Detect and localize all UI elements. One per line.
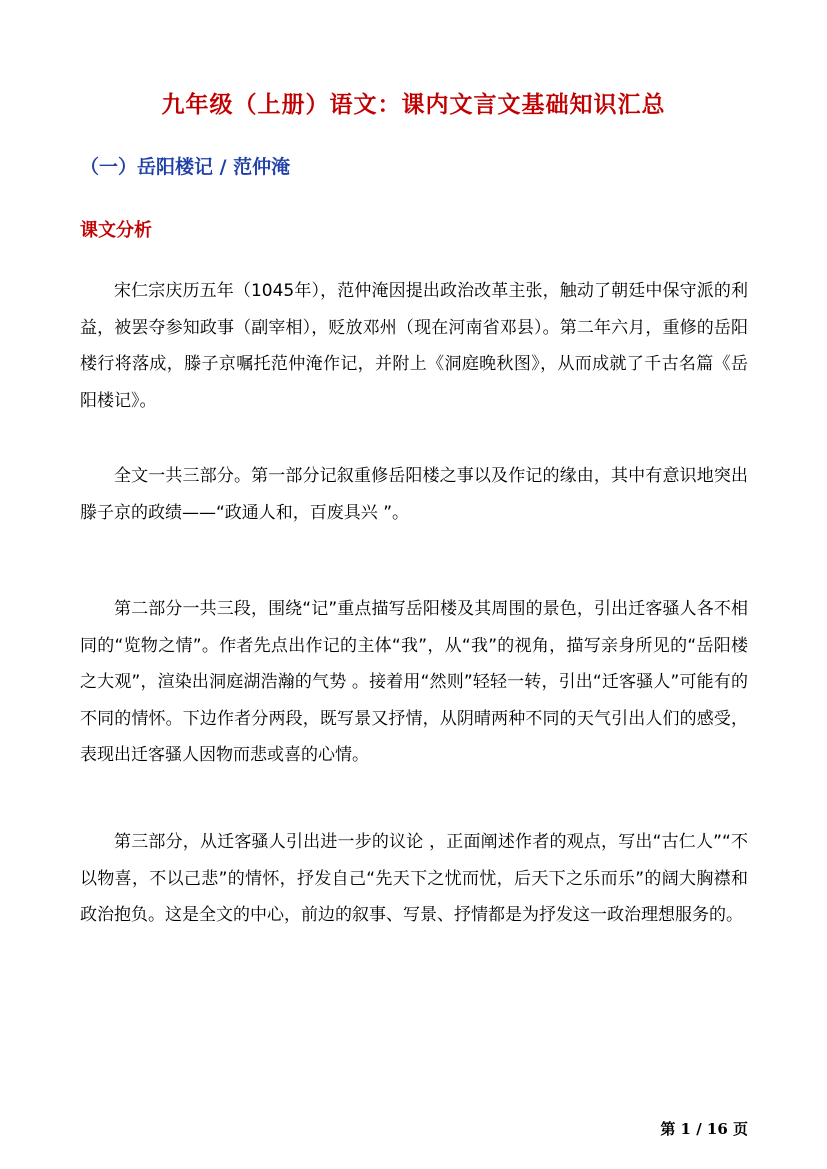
page-number-footer: 第 1 / 16 页 xyxy=(660,1120,748,1138)
paragraph-2: 全文一共三部分。第一部分记叙重修岳阳楼之事以及作记的缘由，其中有意识地突出滕子京的政绩——“政通人和，百废具兴 ”。 xyxy=(80,466,748,523)
page-title: 九年级（上册）语文：课内文言文基础知识汇总 xyxy=(161,91,666,118)
paragraph-4: 第三部分，从迁客骚人引出进一步的议论 ，正面阐述作者的观点，写出“古仁人”“不以物喜，不以己悲”的情怀，抒发自己“先天下之忧而忧，后天下之乐而乐”的阔大胸襟和政治抱负。这是全文的中心，前边的叙事、写景、抒情都是为抒发这一政治理想服务的。 xyxy=(80,832,748,925)
sub-heading: 课文分析 xyxy=(80,220,152,241)
paragraph-1: 宋仁宗庆历五年（1045年），范仲淹因提出政治改革主张，触动了朝廷中保守派的利益，被罢夺参知政事（副宰相），贬放邓州（现在河南省邓县）。第二年六月，重修的岳阳楼行将落成，滕子京嘱托范仲淹作记，并附上《洞庭晚秋图》，从而成就了千古名篇《岳阳楼记》。 xyxy=(80,281,748,411)
paragraph-3: 第二部分一共三段，围绕“记”重点描写岳阳楼及其周围的景色，引出迁客骚人各不相同的“览物之情”。作者先点出作记的主体“我”，从“我”的视角，描写亲身所见的“岳阳楼之大观”，渲染出洞庭湖浩瀚的气势 。接着用“然则”轻轻一转，引出“迁客骚人”可能有的不同的情怀。下边作者分两段，既写景又抒情，从阴晴两种不同的天气引出人们的感受，表现出迁客骚人因物而悲或喜的心情。 xyxy=(80,599,748,765)
section-heading: （一）岳阳楼记 / 范仲淹 xyxy=(80,156,291,178)
